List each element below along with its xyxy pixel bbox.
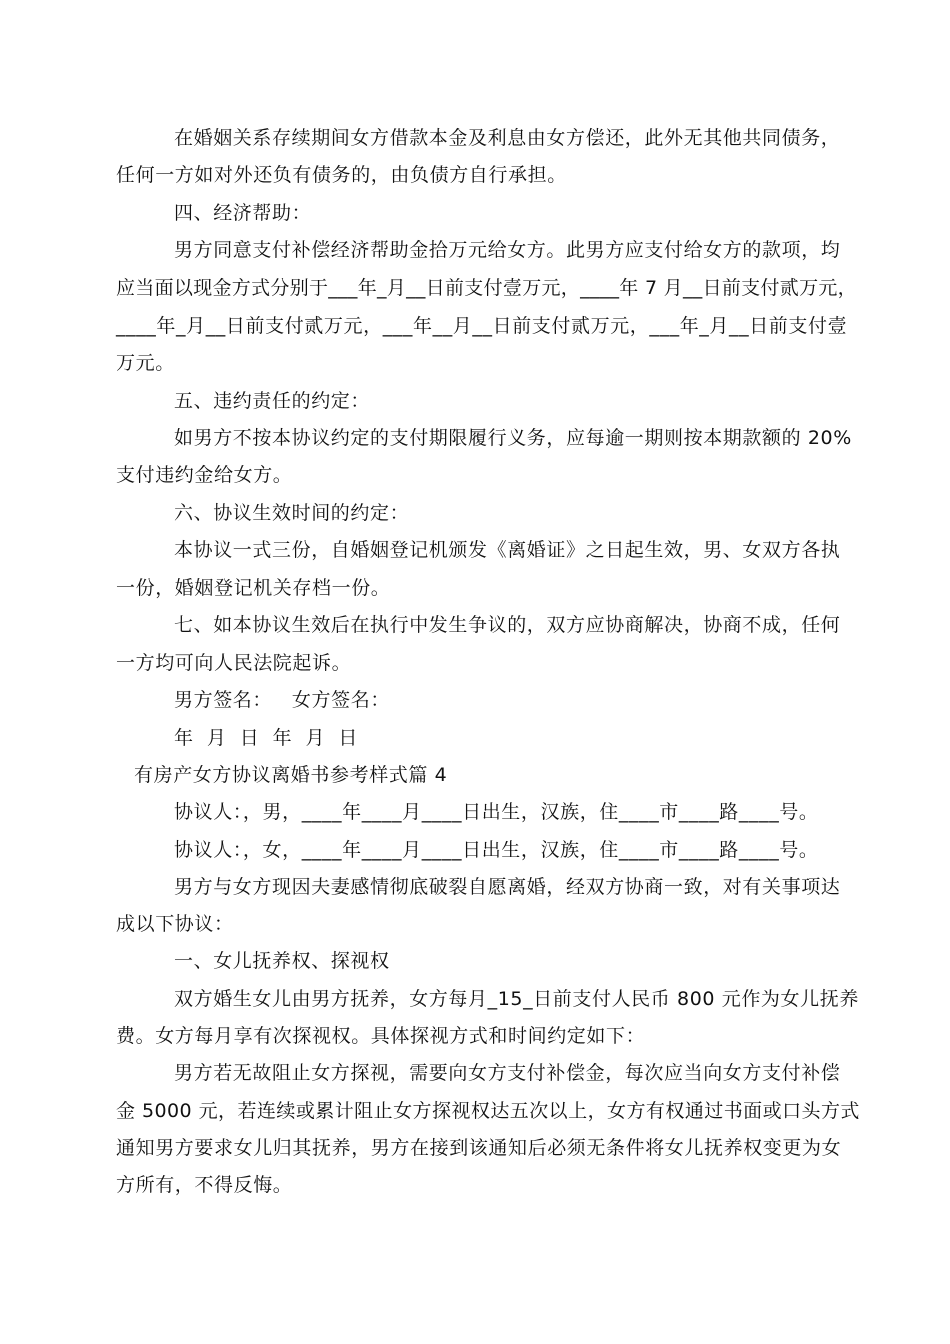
section-heading: 五、违约责任的约定： bbox=[174, 390, 371, 412]
paragraph-line: ____年_月__日前支付贰万元，___年__月__日前支付贰万元，___年_月__日前支付壹 bbox=[116, 315, 848, 337]
paragraph-line: 成以下协议： bbox=[116, 913, 234, 935]
paragraph-line: 一份，婚姻登记机关存档一份。 bbox=[116, 577, 391, 599]
date-line: 年 月 日 年 月 日 bbox=[174, 727, 358, 749]
party-line: 协议人：，女，____年____月____日出生，汉族，住____市____路____号。 bbox=[174, 839, 819, 861]
paragraph-line: 通知男方要求女儿归其抚养，男方在接到该通知后必须无条件将女儿抚养权变更为女 bbox=[116, 1137, 842, 1159]
paragraph-line: 任何一方如对外还负有债务的，由负债方自行承担。 bbox=[116, 164, 567, 186]
paragraph-line: 应当面以现金方式分别于___年_月__日前支付壹万元，____年 7 月__日前支付贰万元， bbox=[116, 277, 857, 299]
party-line: 协议人：，男，____年____月____日出生，汉族，住____市____路____号。 bbox=[174, 801, 819, 823]
paragraph-line: 金 5000 元，若连续或累计阻止女方探视权达五次以上，女方有权通过书面或口头方式 bbox=[116, 1100, 860, 1122]
paragraph-line: 支付违约金给女方。 bbox=[116, 464, 293, 486]
document-title: 有房产女方协议离婚书参考样式篇 4 bbox=[134, 764, 448, 786]
paragraph-line: 七、如本协议生效后在执行中发生争议的，双方应协商解决，协商不成，任何 bbox=[174, 614, 841, 636]
section-heading: 六、协议生效时间的约定： bbox=[174, 502, 410, 524]
paragraph-line: 方所有，不得反悔。 bbox=[116, 1174, 293, 1196]
paragraph-line: 费。女方每月享有次探视权。具体探视方式和时间约定如下： bbox=[116, 1025, 646, 1047]
paragraph-line: 在婚姻关系存续期间女方借款本金及利息由女方偿还，此外无其他共同债务， bbox=[174, 127, 841, 149]
paragraph-line: 万元。 bbox=[116, 352, 175, 374]
section-heading: 一、女儿抚养权、探视权 bbox=[174, 950, 390, 972]
paragraph-line: 男方同意支付补偿经济帮助金拾万元给女方。此男方应支付给女方的款项，均 bbox=[174, 239, 841, 261]
paragraph-line: 男方若无故阻止女方探视，需要向女方支付补偿金，每次应当向女方支付补偿 bbox=[174, 1062, 841, 1084]
paragraph-line: 一方均可向人民法院起诉。 bbox=[116, 652, 352, 674]
paragraph-line: 双方婚生女儿由男方抚养，女方每月_15_日前支付人民币 800 元作为女儿抚养 bbox=[174, 988, 859, 1010]
section-heading: 四、经济帮助： bbox=[174, 202, 312, 224]
paragraph-line: 男方与女方现因夫妻感情彻底破裂自愿离婚，经双方协商一致，对有关事项达 bbox=[174, 876, 841, 898]
paragraph-line: 本协议一式三份，自婚姻登记机颁发《离婚证》之日起生效，男、女双方各执 bbox=[174, 539, 841, 561]
signature-line: 男方签名： 女方签名： bbox=[174, 689, 390, 711]
paragraph-line: 如男方不按本协议约定的支付期限履行义务，应每逾一期则按本期款额的 20% bbox=[174, 427, 852, 449]
